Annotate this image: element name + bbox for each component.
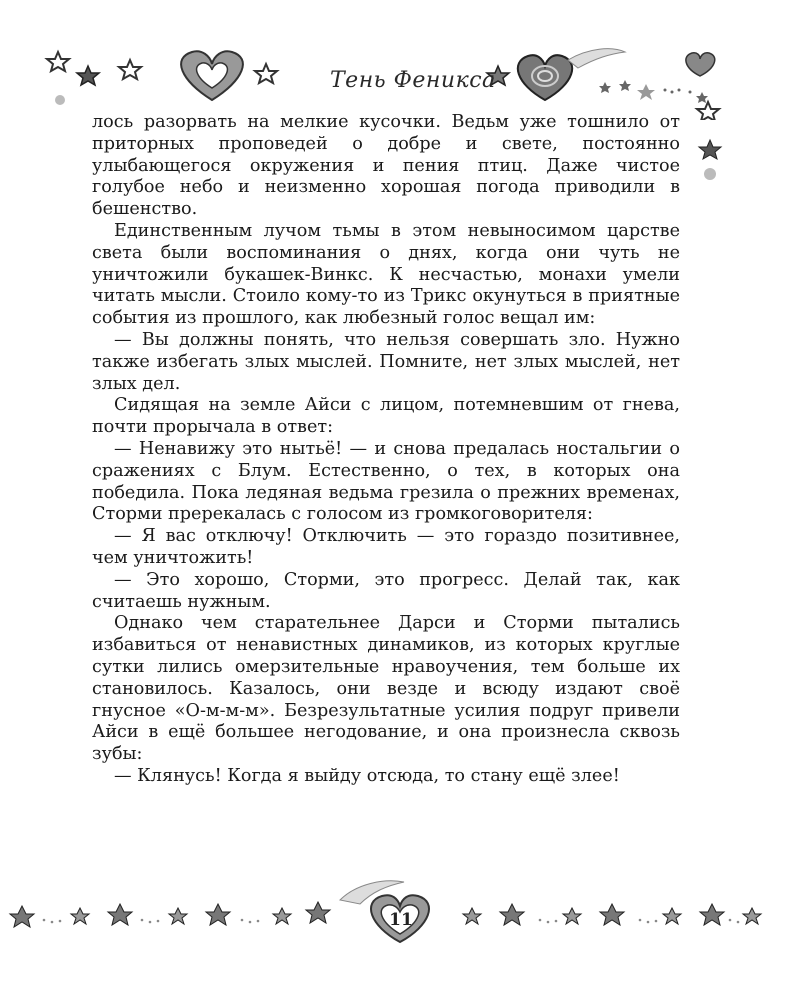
paragraph: — Я вас отключу! Отключить — это гораздо позитивнее, чем уничтожить! (92, 526, 680, 568)
star-outline-icon (255, 64, 277, 83)
paragraph: Сидящая на земле Айси с лицом, потемневшим от гнева, почти прорычала в ответ: (92, 395, 680, 438)
paragraph: лось разорвать на мелкие кусочки. Ведьм уже тошнило от приторных проповедей о добре и свете, постоянно улыбающегося окружения и пения птиц. Даже чистое голубое небо и неизменно хорошая погода приводили в бешенство. (92, 112, 680, 220)
winged-heart-icon (518, 49, 625, 100)
heart-small-icon (686, 53, 715, 76)
running-title: Тень Феникса (330, 68, 496, 93)
paragraph: — Это хорошо, Сторми, это прогресс. Делай так, как считаешь нужным. (92, 569, 680, 612)
paragraph: — Клянусь! Когда я выйду отсюда, то стану ещё злее! (114, 765, 620, 786)
page-footer (0, 870, 800, 950)
sparkle-trail (599, 80, 708, 103)
star-filled-icon (77, 66, 99, 85)
star-filled-icon (699, 140, 721, 159)
dot-ornament (55, 95, 65, 105)
paragraph: — Вы должны понять, что нельзя совершать зло. Нужно также избегать злых мыслей. Помните, нет злых мыслей, нет злых дел. (92, 329, 680, 394)
sparkle-trail-left (10, 902, 330, 927)
page-body (92, 112, 680, 788)
paragraph: — Ненавижу это нытьё! — и снова предалась ностальгии о сражениях с Блум. Естественно, о тех, в которых она победила. Пока ледяная ведьма грезила о прежних временах, Сторми пререкалась с голосом из громкоговорителя: (92, 438, 680, 525)
page-number: 11 (389, 910, 413, 930)
paragraph: Единственным лучом тьмы в этом невыносимом царстве света были воспоминания о днях, когда они чуть не уничтожили букашек-Винкс. К несчастью, монахи умели читать мысли. Стоило кому-то из Трикс окунуться в приятные события из прошлого, как любезный голос вещал им: (92, 220, 680, 329)
star-outline-icon (119, 60, 141, 79)
page-header (40, 40, 760, 120)
dot-ornament (704, 168, 716, 180)
star-outline-icon (697, 102, 719, 120)
margin-ornament (690, 130, 730, 190)
sparkle-trail-right (463, 904, 761, 925)
heart-icon (181, 51, 243, 100)
star-outline-icon (47, 52, 69, 71)
paragraph: Однако чем старательнее Дарси и Сторми пытались избавиться от ненавистных динамиков, из которых круглые сутки лились омерзительные нравоучения, тем больше их становилось. Казалось, они везде и всюду издают своё гнусное «О-м-м-м». Безрезультатные усилия подруг привели Айси в ещё большее негодование, и она произнесла сквозь зубы: (92, 613, 680, 765)
